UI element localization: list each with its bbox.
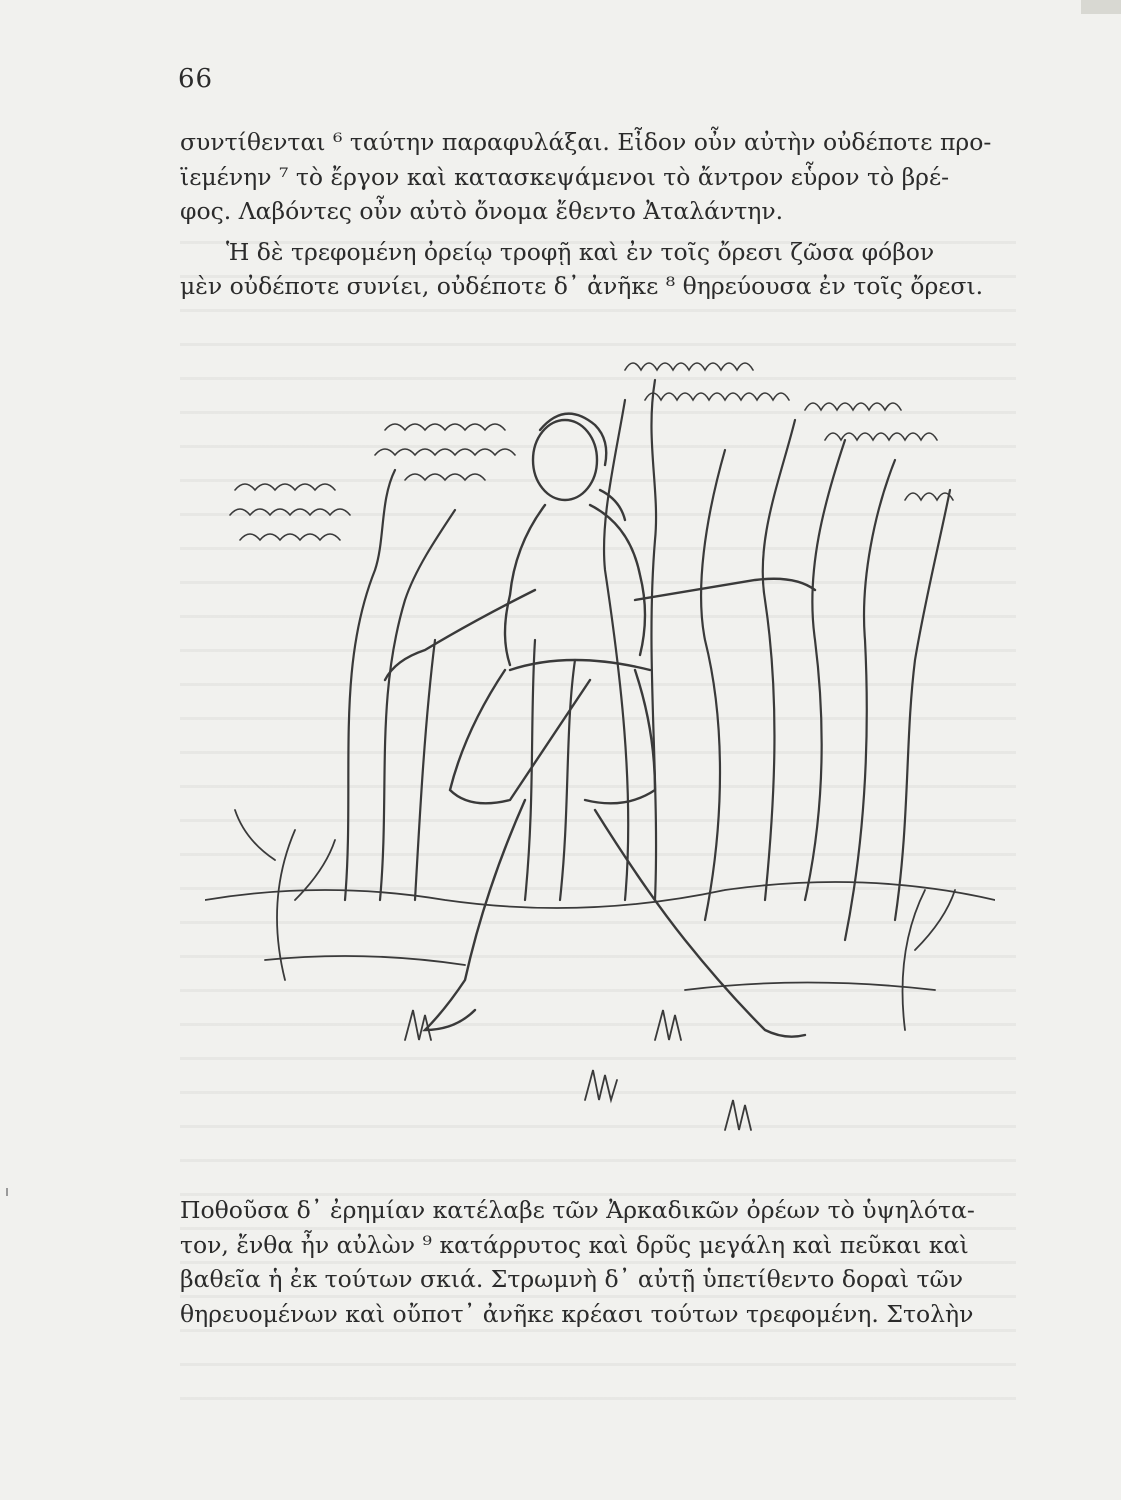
scan-edge-mark: [6, 1188, 8, 1196]
text-line: Ποθοῦσα δ᾽ ἐρημίαν κατέλαβε τῶν Ἀρκαδικῶν ὀρέων τὸ ὑψηλότα-: [180, 1196, 975, 1224]
paragraph: [180, 235, 1016, 304]
tree-trunks: [345, 380, 950, 940]
text-line: μὲν οὐδέποτε συνίει, οὐδέποτε δ᾽ ἀνῆκε ⁸ θηρεύουσα ἐν τοῖς ὄρεσι.: [180, 272, 984, 300]
text-line: θηρευομένων καὶ οὔποτ᾽ ἀνῆκε κρέασι τούτων τρεφομένη. Στολὴν: [180, 1299, 974, 1328]
bottom-text: [180, 1193, 1016, 1331]
page-number: 66: [178, 64, 214, 94]
scan-corner-mark: [1081, 0, 1121, 14]
text-line: φος. Λαβόντες οὖν αὐτὸ ὄνομα ἔθεντο Ἀταλάντην.: [180, 197, 784, 225]
text-line: βαθεῖα ἡ ἐκ τούτων σκιά. Στρωμνὴ δ᾽ αὐτῇ ὑπετίθεντο δοραὶ τῶν: [180, 1265, 963, 1293]
text-line: τον, ἔνθα ἦν αὐλὼν ⁹ κατάρρυτος καὶ δρῦς μεγάλη καὶ πεῦκαι καὶ: [180, 1230, 969, 1259]
text-line: Ἡ δὲ τρεφομένη ὀρείῳ τροφῇ καὶ ἐν τοῖς ὄρεσι ζῶσα φόβον: [226, 237, 935, 266]
text-line: ϊεμένην ⁷ τὸ ἔργον καὶ κατασκεψάμενοι τὸ ἄντρον εὗρον τὸ βρέ-: [180, 162, 950, 191]
top-text: [180, 125, 1016, 304]
paragraph: [180, 125, 1016, 229]
atalanta-forest-illustration: [205, 340, 995, 1140]
ground-grass: [205, 810, 995, 1130]
paragraph: [180, 1193, 1016, 1331]
running-figure: [385, 414, 815, 1037]
text-line: συντίθενται ⁶ ταύτην παραφυλάξαι. Εἶδον οὖν αὐτὴν οὐδέποτε προ-: [180, 128, 992, 156]
foliage: [230, 363, 953, 540]
